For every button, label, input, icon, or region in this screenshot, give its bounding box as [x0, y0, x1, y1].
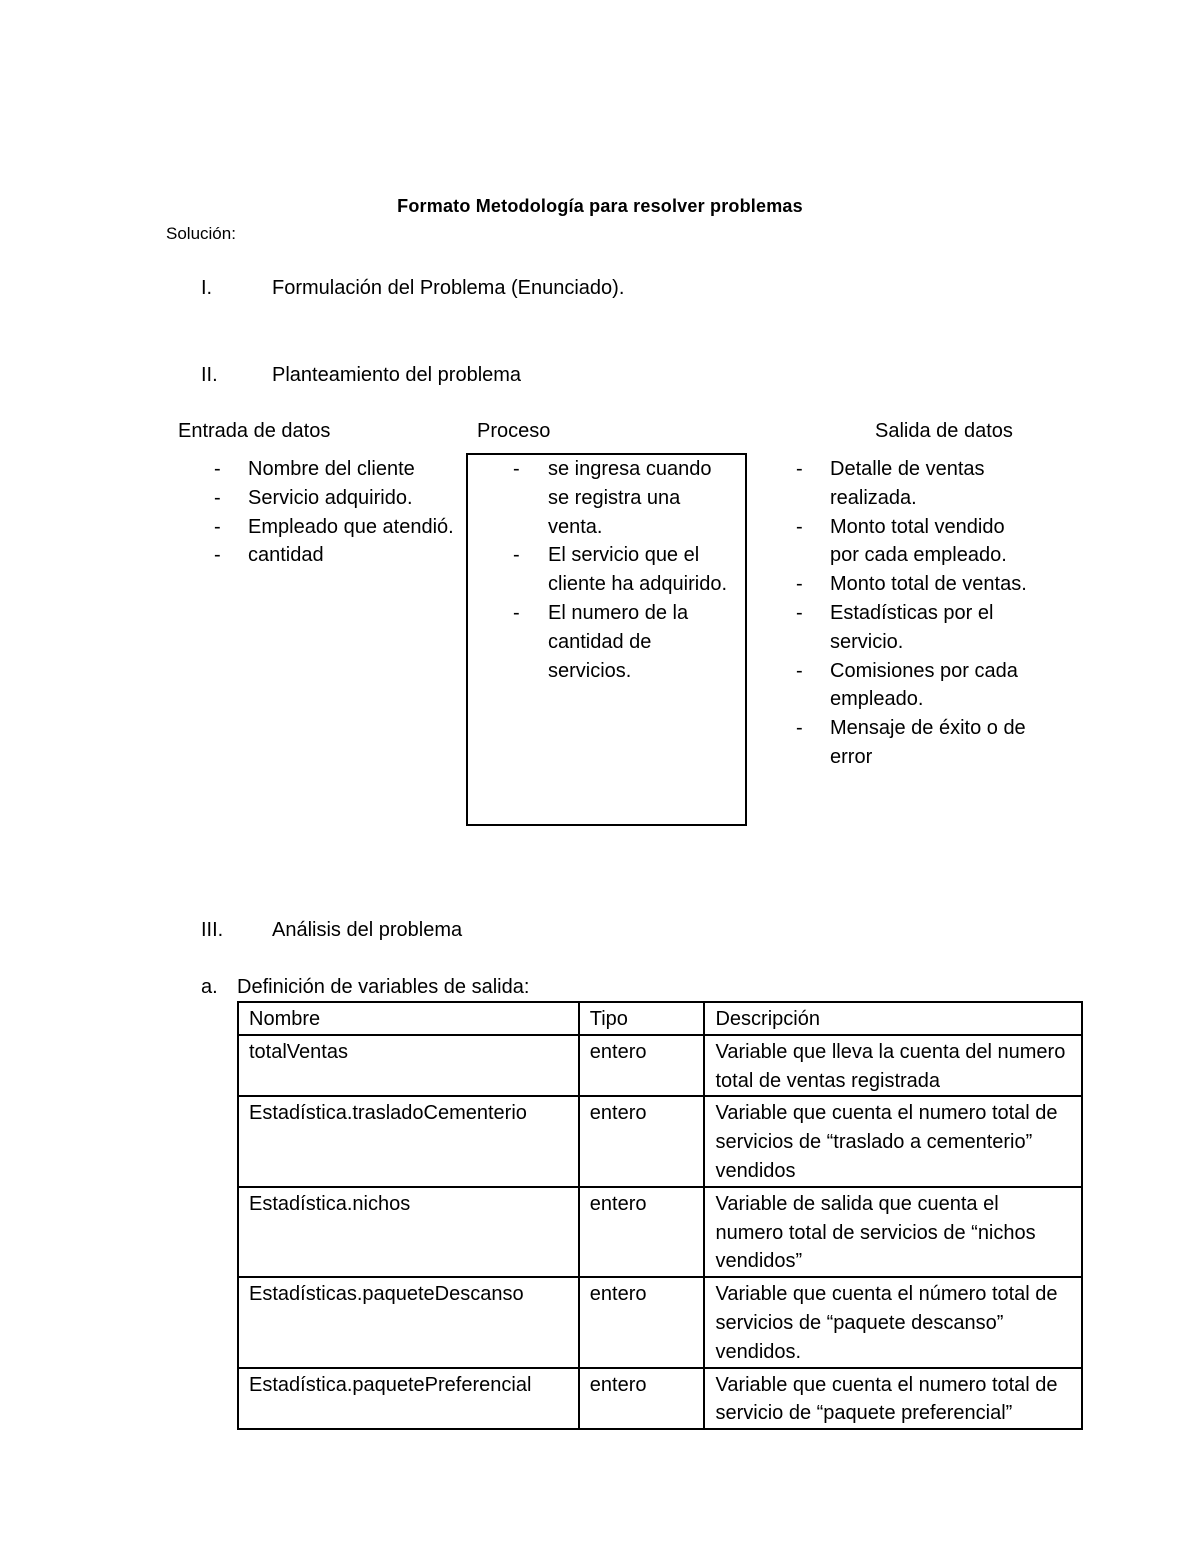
solution-label: Solución:	[166, 224, 236, 243]
header-desc: Descripción	[704, 1002, 1082, 1035]
section-3-title: Análisis del problema	[272, 919, 463, 941]
section-2-title: Planteamiento del problema	[272, 364, 522, 386]
cell-type: entero	[579, 1368, 705, 1430]
cell-desc: Variable que cuenta el número total de servicios de “paquete descanso” vendidos.	[704, 1277, 1082, 1367]
header-type: Tipo	[579, 1002, 705, 1035]
section-2-number: II.	[201, 364, 218, 386]
input-heading: Entrada de datos	[178, 420, 331, 442]
output-item: - Estadísticas por el servicio.	[796, 601, 994, 653]
table-header-row	[238, 1002, 1082, 1035]
process-list	[513, 455, 738, 685]
cell-name: Estadística.nichos	[238, 1187, 579, 1277]
cell-desc: Variable de salida que cuenta el numero total de servicios de “nichos vendidos”	[704, 1187, 1082, 1277]
table-row	[238, 1368, 1082, 1430]
cell-name: Estadística.paquetePreferencial	[238, 1368, 579, 1430]
cell-type: entero	[579, 1277, 705, 1367]
header-name: Nombre	[238, 1002, 579, 1035]
process-item: - se ingresa cuando se registra una venta.	[513, 458, 712, 538]
cell-name: Estadística.trasladoCementerio	[238, 1096, 579, 1186]
output-list	[796, 455, 1030, 772]
subsection-a-title: Definición de variables de salida:	[237, 976, 530, 998]
cell-desc: Variable que cuenta el numero total de servicio de “paquete preferencial”	[704, 1368, 1082, 1430]
section-1-title: Formulación del Problema (Enunciado).	[272, 277, 625, 299]
table-row	[238, 1096, 1082, 1186]
process-item: - El numero de la cantidad de servicios.	[513, 601, 689, 682]
table-row	[238, 1277, 1082, 1367]
cell-type: entero	[579, 1035, 705, 1097]
table-row	[238, 1187, 1082, 1277]
subsection-a-letter: a.	[201, 976, 218, 998]
input-item: - Nombre del cliente	[214, 458, 415, 480]
cell-name: totalVentas	[238, 1035, 579, 1097]
document-title: Formato Metodología para resolver problemas	[397, 196, 803, 216]
input-item: - cantidad	[214, 544, 324, 567]
process-item: - El servicio que el cliente ha adquirido.	[513, 544, 728, 596]
output-item: - Comisiones por cada empleado.	[796, 659, 1018, 711]
cell-name: Estadísticas.paqueteDescanso	[238, 1277, 579, 1367]
cell-desc: Variable que lleva la cuenta del numero total de ventas registrada	[704, 1035, 1082, 1097]
input-item: - Servicio adquirido.	[214, 486, 413, 509]
output-item: - Monto total de ventas.	[796, 573, 1027, 596]
output-item: - Monto total vendido por cada empleado.	[796, 515, 1007, 567]
cell-type: entero	[579, 1096, 705, 1186]
input-item: - Empleado que atendió.	[214, 515, 454, 538]
output-variables-table	[237, 1001, 1083, 1430]
cell-type: entero	[579, 1187, 705, 1277]
output-item: - Detalle de ventas realizada.	[796, 458, 985, 509]
section-3-number: III.	[201, 919, 224, 941]
cell-desc: Variable que cuenta el numero total de servicios de “traslado a cementerio” vendidos	[704, 1096, 1082, 1186]
table-row	[238, 1035, 1082, 1097]
section-1-number: I.	[201, 277, 213, 299]
process-heading: Proceso	[477, 420, 551, 442]
input-list	[214, 455, 458, 570]
output-heading: Salida de datos	[875, 420, 1013, 442]
output-item: - Mensaje de éxito o de error	[796, 717, 1026, 768]
